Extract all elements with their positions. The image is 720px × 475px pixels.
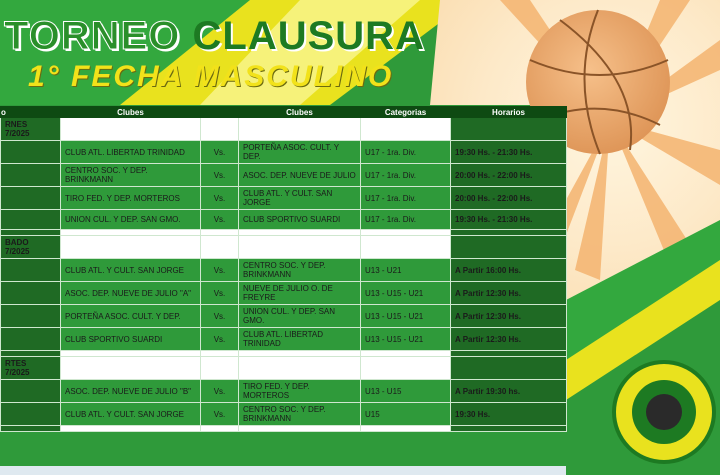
schedule-time: 19:30 Hs.	[451, 403, 567, 426]
local-club: ASOC. DEP. NUEVE DE JULIO "A"	[61, 282, 201, 305]
local-club: CLUB SPORTIVO SUARDI	[61, 328, 201, 351]
day-row	[1, 357, 567, 380]
category: U13 - U21	[361, 259, 451, 282]
schedule-time: A Partir 16:00 Hs.	[451, 259, 567, 282]
header-clubes-visitante: Clubes	[239, 107, 361, 118]
header-clubes-local: Clubes	[61, 107, 201, 118]
vs-label: Vs.	[201, 210, 239, 230]
table-row	[1, 259, 567, 282]
visitor-club: CENTRO SOC. Y DEP. BRINKMANN	[239, 403, 361, 426]
local-club: TIRO FED. Y DEP. MORTEROS	[61, 187, 201, 210]
visitor-club: CLUB ATL. Y CULT. SAN JORGE	[239, 187, 361, 210]
schedule-time: A Partir 19:30 hs.	[451, 380, 567, 403]
day-row	[1, 118, 567, 141]
local-club: CENTRO SOC. Y DEP. BRINKMANN	[61, 164, 201, 187]
visitor-club: NUEVE DE JULIO O. DE FREYRE	[239, 282, 361, 305]
visitor-club: CENTRO SOC. Y DEP. BRINKMANN	[239, 259, 361, 282]
table-row	[1, 305, 567, 328]
category: U13 - U15 - U21	[361, 328, 451, 351]
day-cell: BADO 7/2025	[1, 236, 61, 259]
vs-label: Vs.	[201, 187, 239, 210]
vs-label: Vs.	[201, 282, 239, 305]
day-row	[1, 236, 567, 259]
page-title	[4, 14, 425, 59]
header-vs	[201, 107, 239, 118]
day-cell: RNES 7/2025	[1, 118, 61, 141]
local-club: CLUB ATL. LIBERTAD TRINIDAD	[61, 141, 201, 164]
page-subtitle: 1° FECHA MASCULINO	[28, 60, 394, 93]
header-categorias: Categorias	[361, 107, 451, 118]
table-row	[1, 187, 567, 210]
header-horarios: Horarios	[451, 107, 567, 118]
vs-label: Vs.	[201, 164, 239, 187]
schedule-time: A Partir 12:30 Hs.	[451, 305, 567, 328]
category: U13 - U15	[361, 380, 451, 403]
category: U13 - U15 - U21	[361, 305, 451, 328]
schedule-table	[0, 106, 567, 432]
vs-label: Vs.	[201, 259, 239, 282]
local-club: UNION CUL. Y DEP. SAN GMO.	[61, 210, 201, 230]
local-club: ASOC. DEP. NUEVE DE JULIO "B"	[61, 380, 201, 403]
vs-label: Vs.	[201, 328, 239, 351]
vs-label: Vs.	[201, 403, 239, 426]
category: U17 - 1ra. Div.	[361, 187, 451, 210]
vs-label: Vs.	[201, 141, 239, 164]
table-row	[1, 380, 567, 403]
title-word-clausura: CLAUSURA	[192, 14, 425, 58]
vs-label: Vs.	[201, 380, 239, 403]
schedule-time: 19:30 Hs. - 21:30 Hs.	[451, 141, 567, 164]
visitor-club: ASOC. DEP. NUEVE DE JULIO	[239, 164, 361, 187]
visitor-club: TIRO FED. Y DEP. MORTEROS	[239, 380, 361, 403]
title-word-torneo: TORNEO	[4, 14, 181, 58]
local-club: CLUB ATL. Y CULT. SAN JORGE	[61, 403, 201, 426]
table-row	[1, 210, 567, 230]
table-row	[1, 141, 567, 164]
category: U17 - 1ra. Div.	[361, 141, 451, 164]
schedule-time: 20:00 Hs. - 22:00 Hs.	[451, 164, 567, 187]
table-row	[1, 403, 567, 426]
schedule-time: A Partir 12:30 Hs.	[451, 328, 567, 351]
table-row	[1, 328, 567, 351]
vs-label: Vs.	[201, 305, 239, 328]
category: U15	[361, 403, 451, 426]
schedule-time: A Partir 12:30 Hs.	[451, 282, 567, 305]
table-row	[1, 282, 567, 305]
visitor-club: CLUB ATL. LIBERTAD TRINIDAD	[239, 328, 361, 351]
visitor-club: CLUB SPORTIVO SUARDI	[239, 210, 361, 230]
category: U13 - U15 - U21	[361, 282, 451, 305]
visitor-club: PORTEÑA ASOC. CULT. Y DEP.	[239, 141, 361, 164]
category: U17 - 1ra. Div.	[361, 210, 451, 230]
table-row	[1, 164, 567, 187]
day-cell: RTES 7/2025	[1, 357, 61, 380]
local-club: PORTEÑA ASOC. CULT. Y DEP.	[61, 305, 201, 328]
local-club: CLUB ATL. Y CULT. SAN JORGE	[61, 259, 201, 282]
header-day: o	[1, 107, 61, 118]
table-header-row	[1, 107, 567, 118]
category: U17 - 1ra. Div.	[361, 164, 451, 187]
visitor-club: UNION CUL. Y DEP. SAN GMO.	[239, 305, 361, 328]
schedule-time: 19:30 Hs. - 21:30 Hs.	[451, 210, 567, 230]
schedule-time: 20:00 Hs. - 22:00 Hs.	[451, 187, 567, 210]
